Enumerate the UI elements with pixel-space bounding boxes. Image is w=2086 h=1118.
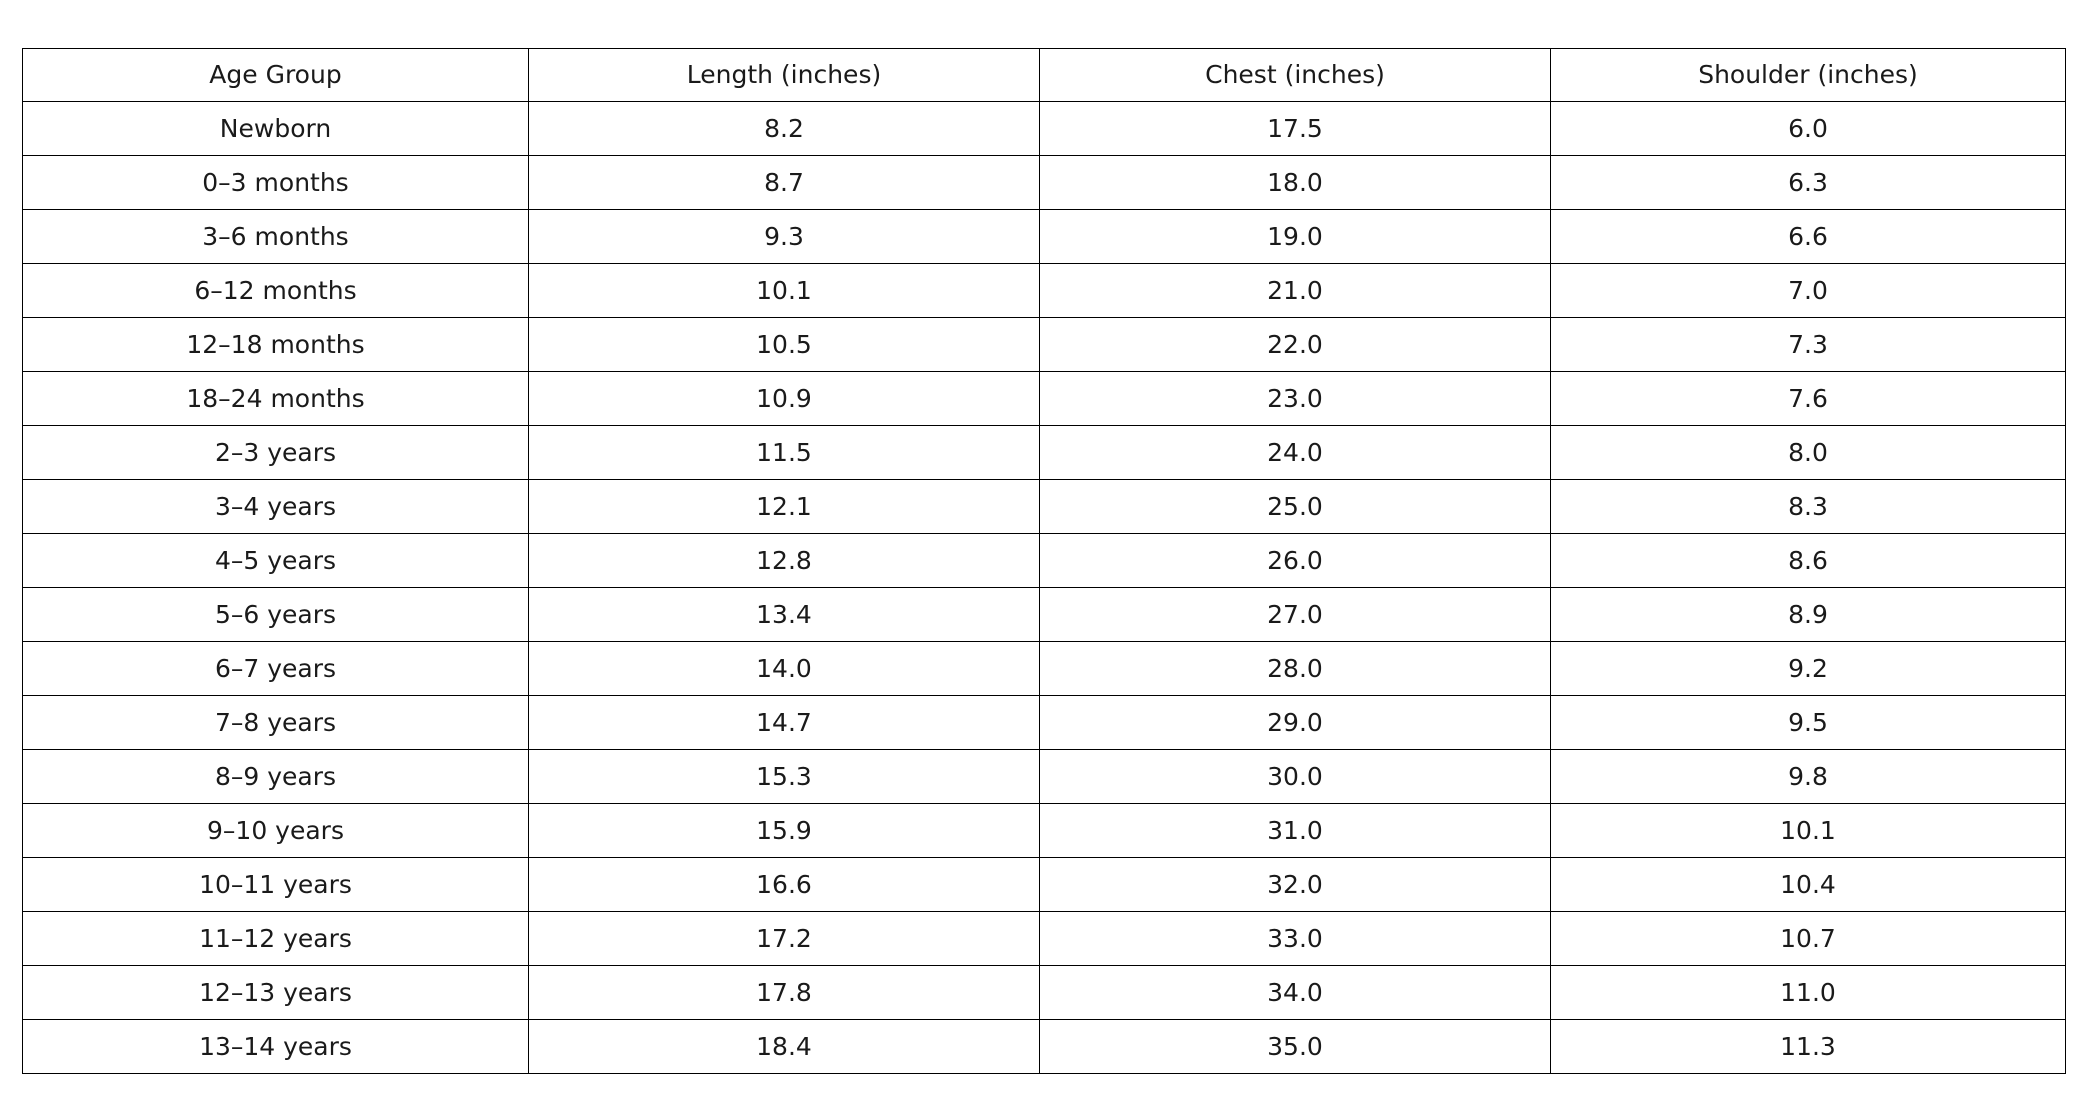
cell-age-group: 0–3 months [23,156,529,210]
cell-age-group: 6–12 months [23,264,529,318]
cell-shoulder: 7.3 [1551,318,2066,372]
table-row [23,804,2066,858]
cell-age-group: 7–8 years [23,696,529,750]
table-row [23,372,2066,426]
cell-age-group: Newborn [23,102,529,156]
cell-age-group: 18–24 months [23,372,529,426]
cell-shoulder: 11.3 [1551,1020,2066,1074]
cell-length: 9.3 [529,210,1040,264]
cell-shoulder: 6.6 [1551,210,2066,264]
cell-length: 15.3 [529,750,1040,804]
table-body [23,102,2066,1074]
cell-length: 8.2 [529,102,1040,156]
cell-shoulder: 10.1 [1551,804,2066,858]
cell-length: 10.5 [529,318,1040,372]
size-chart-table [22,48,2066,1074]
cell-shoulder: 11.0 [1551,966,2066,1020]
size-chart-container [22,48,2065,1074]
cell-length: 17.8 [529,966,1040,1020]
cell-length: 16.6 [529,858,1040,912]
table-row [23,264,2066,318]
table-row [23,318,2066,372]
cell-chest: 25.0 [1040,480,1551,534]
table-row [23,750,2066,804]
table-row [23,642,2066,696]
table-row [23,534,2066,588]
table-row [23,210,2066,264]
cell-shoulder: 8.6 [1551,534,2066,588]
cell-shoulder: 9.5 [1551,696,2066,750]
cell-chest: 31.0 [1040,804,1551,858]
cell-age-group: 11–12 years [23,912,529,966]
table-row [23,696,2066,750]
column-header-shoulder: Shoulder (inches) [1551,49,2066,102]
cell-chest: 32.0 [1040,858,1551,912]
cell-shoulder: 10.4 [1551,858,2066,912]
column-header-age-group: Age Group [23,49,529,102]
cell-shoulder: 9.8 [1551,750,2066,804]
cell-chest: 33.0 [1040,912,1551,966]
cell-length: 8.7 [529,156,1040,210]
cell-chest: 35.0 [1040,1020,1551,1074]
cell-length: 10.9 [529,372,1040,426]
cell-age-group: 10–11 years [23,858,529,912]
cell-length: 15.9 [529,804,1040,858]
cell-age-group: 9–10 years [23,804,529,858]
cell-shoulder: 6.0 [1551,102,2066,156]
cell-chest: 22.0 [1040,318,1551,372]
column-header-length: Length (inches) [529,49,1040,102]
cell-length: 10.1 [529,264,1040,318]
table-row [23,426,2066,480]
cell-age-group: 2–3 years [23,426,529,480]
cell-age-group: 4–5 years [23,534,529,588]
table-row [23,858,2066,912]
cell-shoulder: 7.0 [1551,264,2066,318]
cell-length: 18.4 [529,1020,1040,1074]
cell-length: 17.2 [529,912,1040,966]
table-row [23,1020,2066,1074]
cell-chest: 29.0 [1040,696,1551,750]
cell-chest: 28.0 [1040,642,1551,696]
cell-shoulder: 10.7 [1551,912,2066,966]
cell-chest: 34.0 [1040,966,1551,1020]
cell-shoulder: 8.0 [1551,426,2066,480]
table-row [23,156,2066,210]
table-row [23,966,2066,1020]
cell-age-group: 3–4 years [23,480,529,534]
table-row [23,102,2066,156]
table-header-row [23,49,2066,102]
column-header-chest: Chest (inches) [1040,49,1551,102]
cell-chest: 17.5 [1040,102,1551,156]
cell-age-group: 5–6 years [23,588,529,642]
cell-shoulder: 8.3 [1551,480,2066,534]
table-row [23,912,2066,966]
cell-shoulder: 8.9 [1551,588,2066,642]
table-row [23,588,2066,642]
cell-age-group: 13–14 years [23,1020,529,1074]
cell-length: 13.4 [529,588,1040,642]
cell-length: 14.7 [529,696,1040,750]
cell-chest: 21.0 [1040,264,1551,318]
cell-chest: 19.0 [1040,210,1551,264]
cell-age-group: 12–13 years [23,966,529,1020]
cell-chest: 27.0 [1040,588,1551,642]
cell-length: 12.1 [529,480,1040,534]
cell-chest: 30.0 [1040,750,1551,804]
cell-shoulder: 9.2 [1551,642,2066,696]
cell-length: 12.8 [529,534,1040,588]
table-row [23,480,2066,534]
cell-age-group: 12–18 months [23,318,529,372]
cell-chest: 24.0 [1040,426,1551,480]
cell-length: 11.5 [529,426,1040,480]
cell-chest: 23.0 [1040,372,1551,426]
cell-age-group: 8–9 years [23,750,529,804]
cell-length: 14.0 [529,642,1040,696]
cell-shoulder: 6.3 [1551,156,2066,210]
table-header [23,49,2066,102]
cell-age-group: 3–6 months [23,210,529,264]
cell-chest: 26.0 [1040,534,1551,588]
cell-shoulder: 7.6 [1551,372,2066,426]
cell-age-group: 6–7 years [23,642,529,696]
cell-chest: 18.0 [1040,156,1551,210]
